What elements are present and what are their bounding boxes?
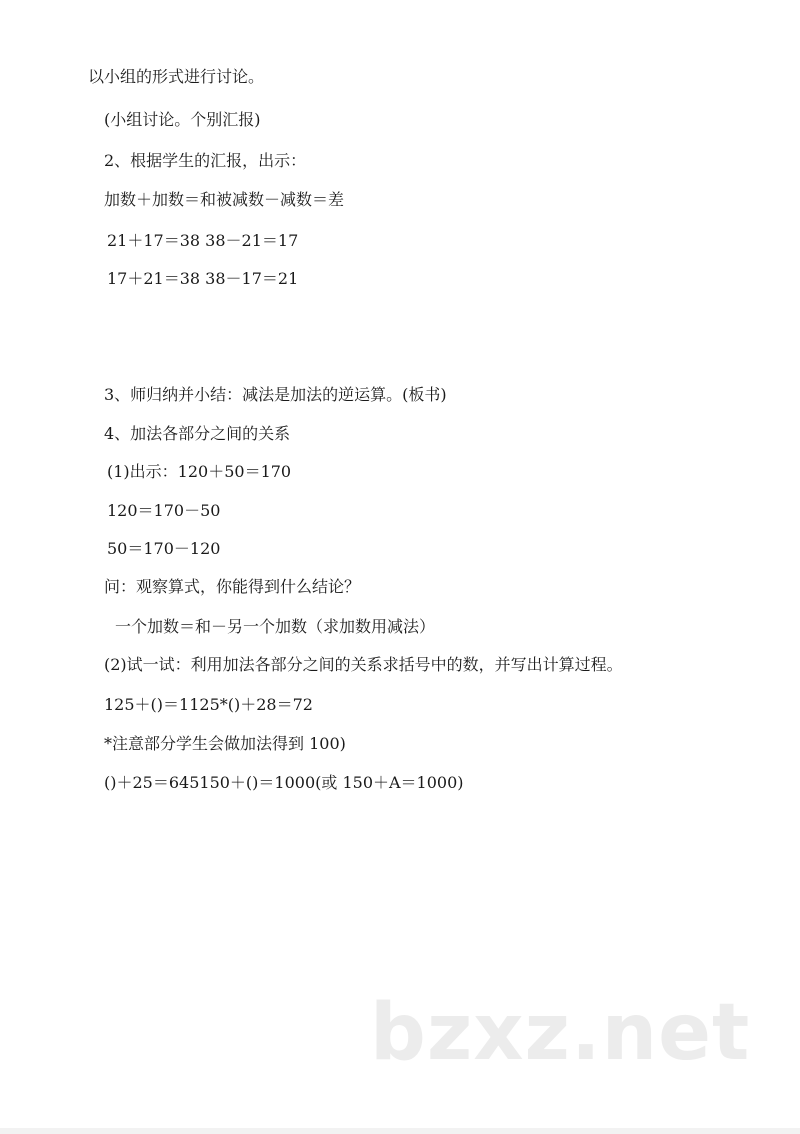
text-line-5: 21＋17＝38 38－21＝17 bbox=[107, 231, 299, 250]
text-line-12: 问：观察算式，你能得到什么结论？ bbox=[104, 577, 361, 596]
text-line-3: 2、根据学生的汇报，出示： bbox=[104, 151, 307, 170]
text-line-16: *注意部分学生会做加法得到 100) bbox=[104, 734, 346, 753]
text-line-15: 125＋()＝1125*()＋28＝72 bbox=[104, 695, 313, 714]
text-line-9: (1)出示：120＋50＝170 bbox=[107, 462, 292, 481]
text-line-17: ()＋25＝645150＋()＝1000(或 150＋A＝1000) bbox=[104, 773, 464, 792]
text-line-13: 一个加数＝和－另一个加数（求加数用减法） bbox=[115, 617, 436, 636]
text-line-1: 以小组的形式进行讨论。 bbox=[88, 67, 265, 86]
text-line-4: 加数＋加数＝和被减数－减数＝差 bbox=[104, 190, 345, 209]
text-line-8: 4、加法各部分之间的关系 bbox=[104, 424, 291, 443]
text-line-10: 120＝170－50 bbox=[107, 501, 221, 520]
page-bottom-edge bbox=[0, 1128, 800, 1134]
text-line-2: (小组讨论。个别汇报) bbox=[104, 110, 261, 129]
text-line-14: (2)试一试：利用加法各部分之间的关系求括号中的数，并写出计算过程。 bbox=[104, 655, 623, 674]
text-line-7: 3、师归纳并小结：减法是加法的逆运算。(板书) bbox=[104, 385, 447, 404]
text-line-6: 17＋21＝38 38－17＝21 bbox=[107, 269, 299, 288]
text-line-11: 50＝170－120 bbox=[107, 539, 221, 558]
watermark-logo: bzxz.net bbox=[370, 988, 751, 1078]
